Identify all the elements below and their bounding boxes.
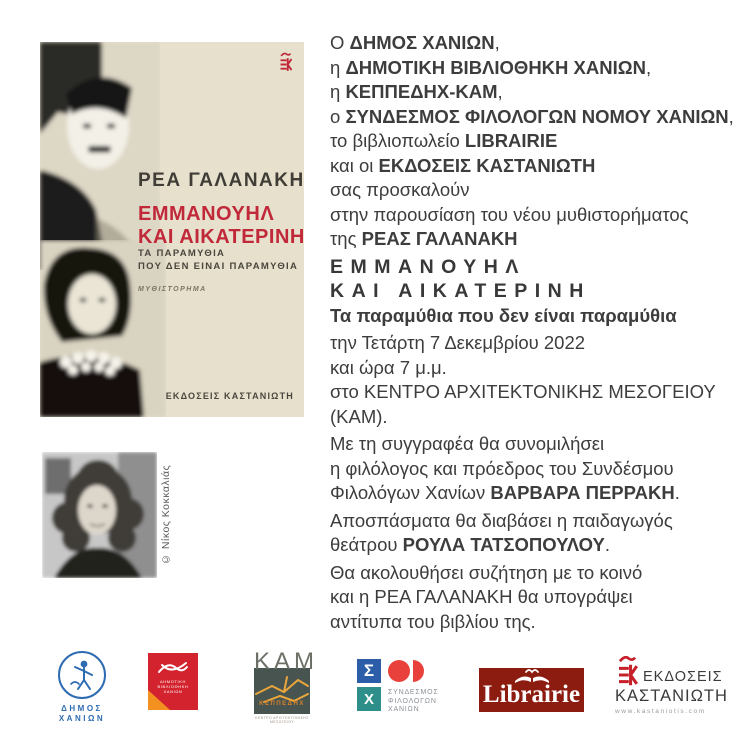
logo-dimos-chanion — [55, 651, 109, 724]
intro-line: το βιβλιοπωλείο LIBRAIRIE — [330, 130, 558, 151]
cover-title-line1: ΕΜΜΑΝΟΥΗΛ — [138, 203, 275, 225]
cover-author-name: ΡΕΑ ΓΑΛΑΝΑΚΗ — [138, 170, 305, 191]
photo-credit: © Νίκος Κοκκαλιάς — [160, 464, 172, 566]
phil-chi-icon: Χ — [357, 687, 381, 711]
intro-line: της ΡΕΑΣ ΓΑΛΑΝΑΚΗ — [330, 228, 518, 249]
cover-subtitle-line1: ΤΑ ΠΑΡΑΜΥΘΙΑ — [138, 248, 226, 259]
kam-wordmark: ΚΑΜ — [254, 648, 319, 675]
phil-halfcircle-icon — [413, 660, 424, 682]
cover-title-line2: ΚΑΙ ΑΙΚΑΤΕΡΙΝΗ — [138, 226, 305, 248]
cover-publisher-mark-icon — [279, 52, 292, 72]
book-title-line1: ΕΜΜΑΝΟΥΗΛ — [330, 255, 526, 278]
kam-caption: ΚΕΝΤΡΟ ΑΡΧΙΤΕΚΤΟΝΙΚΗΣ ΜΕΣΟΓΕΙΟΥ — [255, 716, 309, 724]
intro-line: η ΔΗΜΟΤΙΚΗ ΒΙΒΛΙΟΘΗΚΗ ΧΑΝΙΩΝ, — [330, 56, 652, 78]
intro-line: Ο ΔΗΜΟΣ ΧΑΝΙΩΝ, — [330, 32, 500, 53]
invitation-intro — [330, 31, 744, 252]
dimos-label: ΔΗΜΟΣ ΧΑΝΙΩΝ — [58, 704, 106, 723]
kastaniotis-line2: ΚΑΣΤΑΝΙΩΤΗ — [615, 687, 728, 705]
author-photo — [42, 452, 157, 578]
intro-line: και οι ΕΚΔΟΣΕΙΣ ΚΑΣΤΑΝΙΩΤΗ — [330, 154, 596, 176]
logo-kastaniotis — [615, 655, 728, 715]
paragraph-reader: Αποσπάσματα θα διαβάσει η παιδαγωγός θεάτρου ΡΟΥΛΑ ΤΑΤΣΟΠΟΥΛΟΥ. — [330, 509, 673, 555]
paragraph-discussant: Με τη συγγραφέα θα συνομιλήσει η φιλόλογος και πρόεδρος του Συνδέσμου Φιλολόγων Χανίων ΒΑΡΒΑΡΑ ΠΕΡΡΑΚΗ. — [330, 433, 680, 503]
phil-label: ΣΥΝΔΕΣΜΟΣ ΦΙΛΟΛΟΓΩΝ ΧΑΝΙΩΝ — [388, 689, 439, 713]
event-venue-abbr: (ΚΑΜ). — [330, 405, 388, 427]
dimos-emblem-icon — [58, 651, 106, 699]
logo-municipal-library — [148, 653, 198, 710]
intro-line: ο ΣΥΝΔΕΣΜΟΣ ΦΙΛΟΛΟΓΩΝ ΝΟΜΟΥ ΧΑΝΙΩΝ, — [330, 105, 734, 127]
kastaniotis-monogram-icon — [615, 655, 639, 687]
intro-line: σας προσκαλούν — [330, 179, 470, 200]
invitation-text — [330, 31, 744, 634]
book-title-line2: ΚΑΙ ΑΙΚΑΤΕΡΙΝΗ — [330, 280, 591, 302]
book-subtitle: Τα παραμύθια που δεν είναι παραμύθια — [330, 304, 677, 326]
phil-sigma-icon: Σ — [357, 659, 381, 683]
intro-line: η ΚΕΠΠΕΔΗΧ-ΚΑΜ, — [330, 81, 503, 102]
event-date: την Τετάρτη 7 Δεκεμβρίου 2022 — [330, 332, 586, 353]
event-time: και ώρα 7 μ.μ. — [330, 356, 447, 378]
paragraph-signing: Θα ακολουθήσει συζήτηση με το κοινό και η ΡΕΑ ΓΑΛΑΝΑΚΗ θα υπογράψει αντίτυπα του βιβλίου της. — [330, 561, 643, 632]
cover-subtitle-line2: ΠΟΥ ΔΕΝ ΕΙΝΑΙ ΠΑΡΑΜΥΘΙΑ — [138, 260, 299, 272]
logo-librairie — [479, 668, 584, 712]
book-cover — [40, 42, 304, 417]
event-when-where — [330, 331, 744, 429]
logo-philologists-association — [357, 659, 447, 715]
intro-line: στην παρουσίαση του νέου μυθιστορήματος — [330, 203, 689, 225]
kastaniotis-line1: ΕΚΔΟΣΕΙΣ — [643, 669, 723, 685]
kastaniotis-url: www.kastaniotis.com — [615, 708, 706, 715]
cover-subtitle — [138, 248, 298, 273]
cover-publisher: ΕΚΔΟΣΕΙΣ ΚΑΣΤΑΝΙΩΤΗ — [165, 391, 294, 401]
book-title-block — [330, 255, 744, 329]
cover-title — [138, 203, 305, 249]
event-venue: στο ΚΕΝΤΡΟ ΑΡΧΙΤΕΚΤΟΝΙΚΗΣ ΜΕΣΟΓΕΙΟΥ — [330, 381, 716, 402]
library-label: ΔΗΜΟΤΙΚΗ ΒΙΒΛΙΟΘΗΚΗ ΧΑΝΙΩΝ — [157, 679, 189, 694]
librairie-wordmark: Librairie — [482, 681, 581, 708]
library-emblem-icon — [156, 659, 190, 677]
phil-circle-icon — [388, 660, 410, 682]
logo-kam — [250, 648, 319, 724]
cover-genre: ΜΥΘΙΣΤΟΡΗΜΑ — [138, 286, 207, 293]
kam-keppedix-label: ΚΕΠΠΕΔΗΧ — [259, 701, 305, 707]
